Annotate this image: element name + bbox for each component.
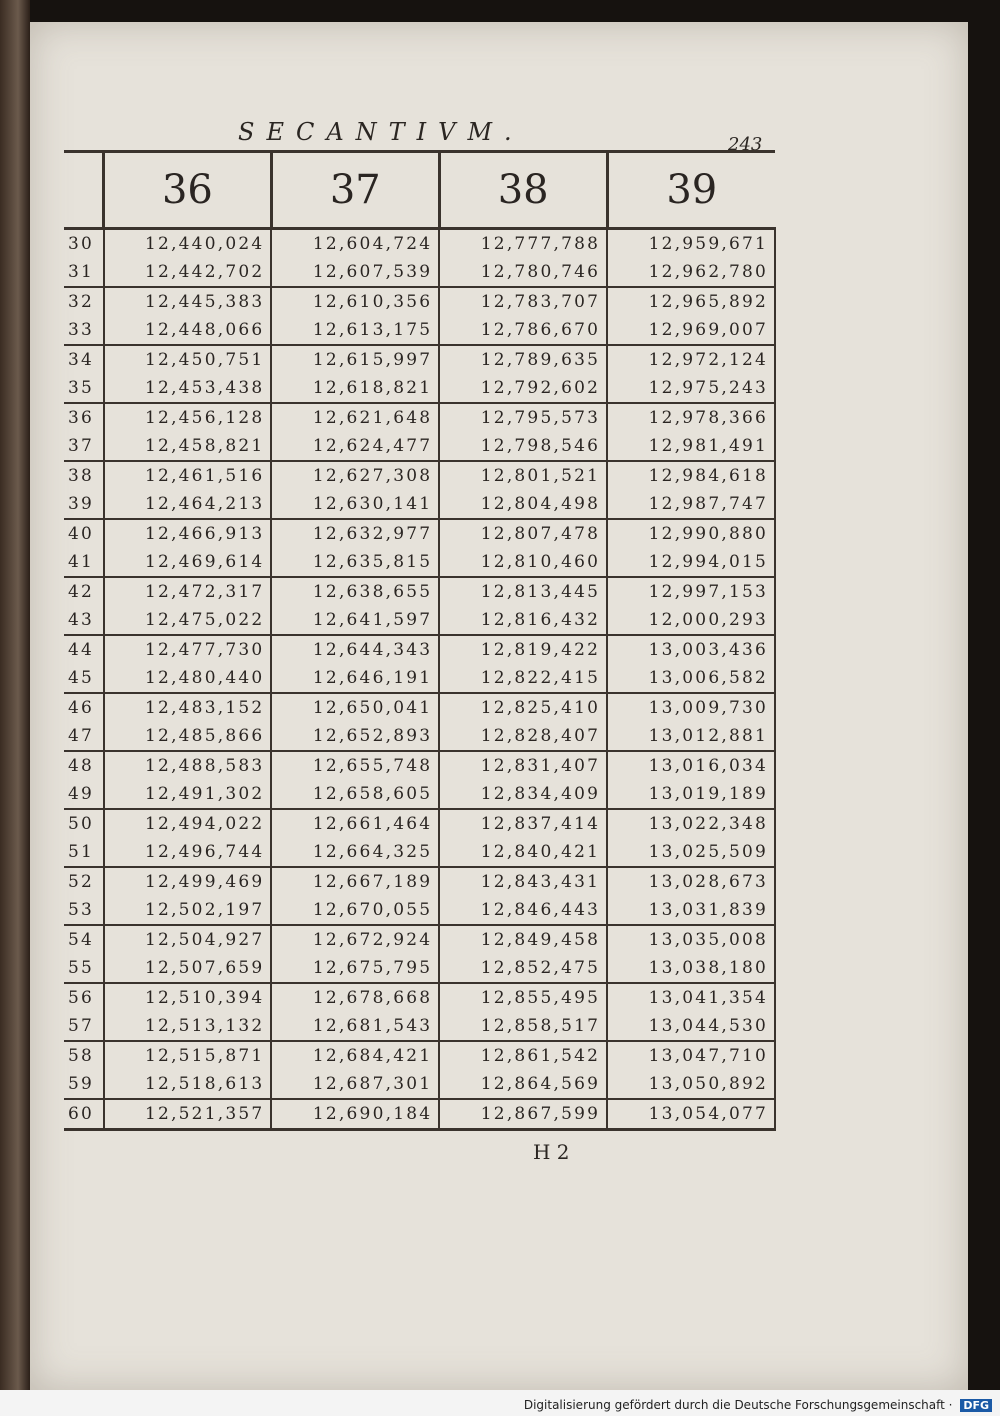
table-row [64,925,775,954]
secant-value: 12,667,189 [271,867,439,896]
secant-value: 12,485,866 [104,722,272,751]
secant-value: 12,630,141 [271,490,439,519]
secant-value: 12,472,317 [104,577,272,606]
minute-label: 48 [64,751,104,780]
secant-value: 12,672,924 [271,925,439,954]
minute-label: 51 [64,838,104,867]
secant-value: 13,006,582 [607,664,775,693]
table-row [64,809,775,838]
secant-value: 12,661,464 [271,809,439,838]
minute-label: 49 [64,780,104,809]
minute-label: 31 [64,258,104,287]
secant-value: 12,618,821 [271,374,439,403]
book-binding-edge [0,0,30,1395]
footer-credit [524,1398,992,1412]
secant-value: 12,801,521 [439,461,607,490]
secant-value: 12,858,517 [439,1012,607,1041]
secant-value: 12,987,747 [607,490,775,519]
table-row [64,838,775,867]
minute-label: 41 [64,548,104,577]
secant-value: 13,016,034 [607,751,775,780]
secant-value: 12,675,795 [271,954,439,983]
signature-mark: H 2 [533,1140,570,1164]
secant-value: 12,652,893 [271,722,439,751]
secant-value: 13,009,730 [607,693,775,722]
secant-value: 12,510,394 [104,983,272,1012]
degree-header-row [64,152,775,229]
table-row [64,1041,775,1070]
secant-value: 12,789,635 [439,345,607,374]
secant-value: 12,804,498 [439,490,607,519]
table-row [64,983,775,1012]
degree-header: 37 [271,152,439,229]
table-row [64,954,775,983]
table-row [64,722,775,751]
table-row [64,548,775,577]
running-head: SECANTIVM. [238,118,524,146]
secant-value: 12,834,409 [439,780,607,809]
table-row [64,780,775,809]
secant-value: 12,978,366 [607,403,775,432]
secant-value: 12,475,022 [104,606,272,635]
secant-value: 12,825,410 [439,693,607,722]
secant-value: 12,445,383 [104,287,272,316]
minute-label: 46 [64,693,104,722]
table-row [64,1012,775,1041]
table-body [64,229,775,1130]
secant-value: 12,442,702 [104,258,272,287]
secant-value: 12,499,469 [104,867,272,896]
secant-value: 12,810,460 [439,548,607,577]
secant-value: 12,840,421 [439,838,607,867]
degree-header: 38 [439,152,607,229]
minute-label: 59 [64,1070,104,1099]
secant-value: 12,822,415 [439,664,607,693]
secant-value: 12,518,613 [104,1070,272,1099]
secant-value: 12,843,431 [439,867,607,896]
secant-value: 12,786,670 [439,316,607,345]
secant-value: 12,867,599 [439,1099,607,1130]
secant-value: 12,852,475 [439,954,607,983]
secant-value: 12,635,815 [271,548,439,577]
secant-value: 12,972,124 [607,345,775,374]
secant-value: 12,607,539 [271,258,439,287]
secant-value: 13,028,673 [607,867,775,896]
table-row [64,461,775,490]
table-row [64,490,775,519]
table-row [64,867,775,896]
secant-value: 12,000,293 [607,606,775,635]
secant-value: 12,990,880 [607,519,775,548]
dfg-logo: DFG [960,1399,992,1412]
secant-value: 12,690,184 [271,1099,439,1130]
secant-value: 13,019,189 [607,780,775,809]
secant-value: 12,984,618 [607,461,775,490]
secant-value: 13,038,180 [607,954,775,983]
secant-value: 12,453,438 [104,374,272,403]
secant-value: 12,466,913 [104,519,272,548]
minute-label: 34 [64,345,104,374]
degree-header: 36 [104,152,272,229]
secant-value: 12,627,308 [271,461,439,490]
table-row [64,664,775,693]
secant-value: 12,687,301 [271,1070,439,1099]
footer-credit-text: Digitalisierung gefördert durch die Deutsche Forschungsgemeinschaft · [523,1398,953,1412]
minute-label: 58 [64,1041,104,1070]
minute-label: 43 [64,606,104,635]
secant-value: 12,615,997 [271,345,439,374]
secant-value: 12,646,191 [271,664,439,693]
secant-value: 12,477,730 [104,635,272,664]
secant-value: 12,807,478 [439,519,607,548]
secant-value: 12,650,041 [271,693,439,722]
minute-label: 40 [64,519,104,548]
secant-value: 12,515,871 [104,1041,272,1070]
secant-value: 12,997,153 [607,577,775,606]
corner-cell [64,152,104,229]
secant-value: 12,450,751 [104,345,272,374]
table-row [64,577,775,606]
minute-label: 56 [64,983,104,1012]
secant-value: 13,047,710 [607,1041,775,1070]
footer-bar [0,1390,1000,1416]
secant-value: 12,795,573 [439,403,607,432]
secant-table [64,150,776,1131]
secant-value: 12,813,445 [439,577,607,606]
minute-label: 50 [64,809,104,838]
degree-header: 39 [607,152,775,229]
secant-value: 13,050,892 [607,1070,775,1099]
secant-value: 12,469,614 [104,548,272,577]
minute-label: 38 [64,461,104,490]
secant-value: 12,684,421 [271,1041,439,1070]
table-row [64,432,775,461]
secant-value: 12,670,055 [271,896,439,925]
minute-label: 44 [64,635,104,664]
table-row [64,519,775,548]
secant-value: 12,488,583 [104,751,272,780]
secant-value: 12,440,024 [104,229,272,259]
secant-value: 12,491,302 [104,780,272,809]
minute-label: 37 [64,432,104,461]
secant-value: 12,641,597 [271,606,439,635]
secant-value: 12,496,744 [104,838,272,867]
secant-value: 12,658,605 [271,780,439,809]
secant-value: 13,035,008 [607,925,775,954]
table-row [64,345,775,374]
table-row [64,374,775,403]
secant-value: 13,012,881 [607,722,775,751]
secant-table-wrap [64,150,776,1131]
table-row [64,316,775,345]
secant-value: 12,975,243 [607,374,775,403]
table-row [64,287,775,316]
secant-value: 12,621,648 [271,403,439,432]
table-row [64,1099,775,1130]
secant-value: 12,504,927 [104,925,272,954]
secant-value: 12,777,788 [439,229,607,259]
secant-value: 12,819,422 [439,635,607,664]
table-row [64,229,775,259]
secant-value: 12,638,655 [271,577,439,606]
secant-value: 12,494,022 [104,809,272,838]
table-row [64,635,775,664]
minute-label: 35 [64,374,104,403]
secant-value: 13,054,077 [607,1099,775,1130]
secant-value: 12,783,707 [439,287,607,316]
minute-label: 47 [64,722,104,751]
secant-value: 12,864,569 [439,1070,607,1099]
secant-value: 12,458,821 [104,432,272,461]
minute-label: 42 [64,577,104,606]
secant-value: 12,664,325 [271,838,439,867]
minute-label: 53 [64,896,104,925]
secant-value: 13,044,530 [607,1012,775,1041]
secant-value: 12,613,175 [271,316,439,345]
secant-value: 12,624,477 [271,432,439,461]
secant-value: 12,981,491 [607,432,775,461]
secant-value: 12,959,671 [607,229,775,259]
secant-value: 12,831,407 [439,751,607,780]
secant-value: 12,965,892 [607,287,775,316]
secant-value: 12,780,746 [439,258,607,287]
secant-value: 12,816,432 [439,606,607,635]
table-row [64,606,775,635]
minute-label: 54 [64,925,104,954]
secant-value: 13,031,839 [607,896,775,925]
table-row [64,403,775,432]
page-number: 243 [728,134,763,155]
secant-value: 13,025,509 [607,838,775,867]
secant-value: 12,994,015 [607,548,775,577]
minute-label: 60 [64,1099,104,1130]
table-row [64,751,775,780]
secant-value: 12,861,542 [439,1041,607,1070]
secant-value: 12,969,007 [607,316,775,345]
secant-value: 12,798,546 [439,432,607,461]
secant-value: 12,837,414 [439,809,607,838]
secant-value: 12,792,602 [439,374,607,403]
secant-value: 12,521,357 [104,1099,272,1130]
secant-value: 12,678,668 [271,983,439,1012]
minute-label: 33 [64,316,104,345]
table-row [64,896,775,925]
secant-value: 12,604,724 [271,229,439,259]
secant-value: 12,828,407 [439,722,607,751]
secant-value: 12,502,197 [104,896,272,925]
minute-label: 45 [64,664,104,693]
minute-label: 39 [64,490,104,519]
secant-value: 12,483,152 [104,693,272,722]
minute-label: 57 [64,1012,104,1041]
secant-value: 12,855,495 [439,983,607,1012]
minute-label: 32 [64,287,104,316]
minute-label: 52 [64,867,104,896]
secant-value: 12,681,543 [271,1012,439,1041]
secant-value: 12,461,516 [104,461,272,490]
table-row [64,258,775,287]
table-row [64,693,775,722]
secant-value: 12,480,440 [104,664,272,693]
secant-value: 12,849,458 [439,925,607,954]
secant-value: 13,041,354 [607,983,775,1012]
secant-value: 13,003,436 [607,635,775,664]
secant-value: 12,846,443 [439,896,607,925]
secant-value: 12,448,066 [104,316,272,345]
secant-value: 12,610,356 [271,287,439,316]
minute-label: 55 [64,954,104,983]
secant-value: 12,962,780 [607,258,775,287]
secant-value: 12,456,128 [104,403,272,432]
secant-value: 12,632,977 [271,519,439,548]
secant-value: 12,655,748 [271,751,439,780]
secant-value: 12,464,213 [104,490,272,519]
secant-value: 12,507,659 [104,954,272,983]
secant-value: 12,513,132 [104,1012,272,1041]
minute-label: 30 [64,229,104,259]
secant-value: 13,022,348 [607,809,775,838]
secant-value: 12,644,343 [271,635,439,664]
table-row [64,1070,775,1099]
minute-label: 36 [64,403,104,432]
